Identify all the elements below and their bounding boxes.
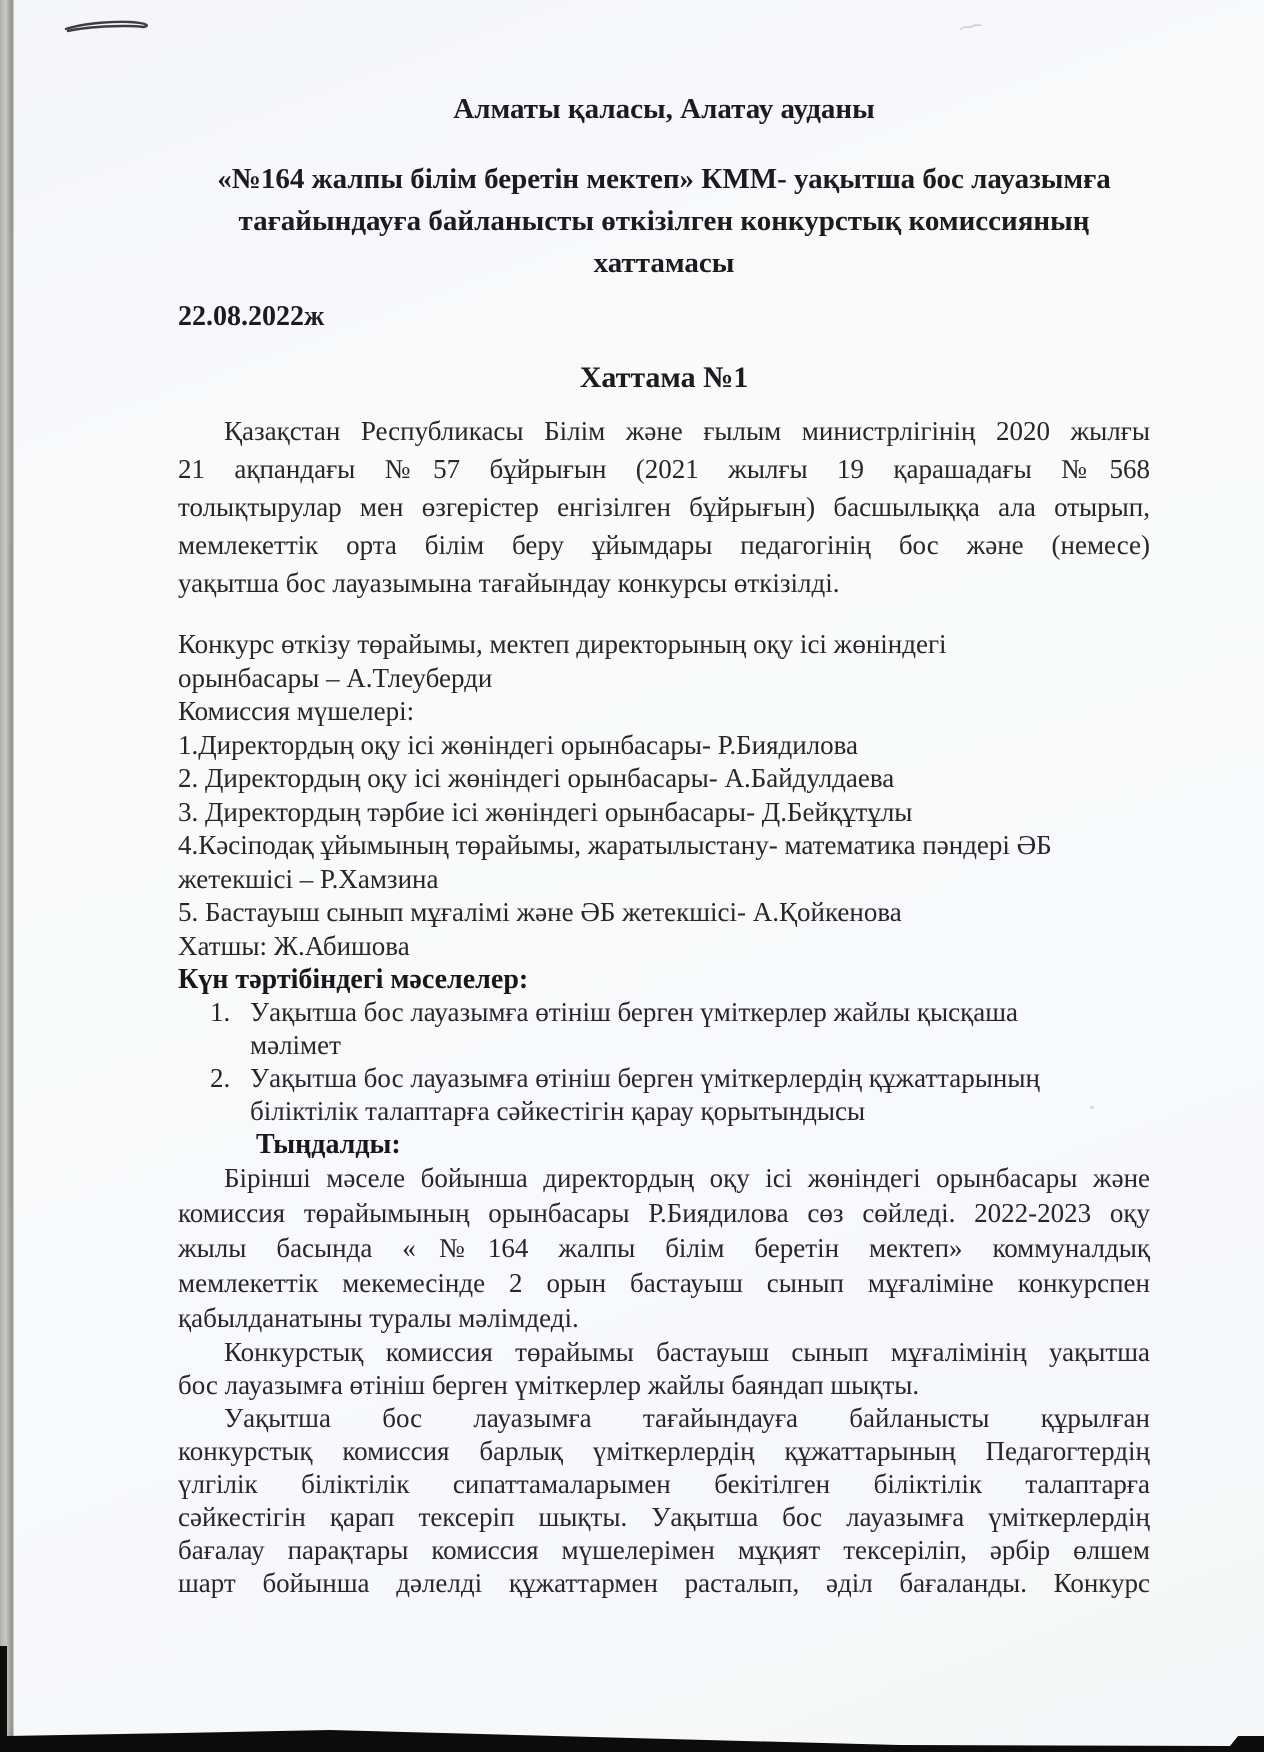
text-line: Уақытша бос лауазымға тағайындауға байланысты құрылған <box>224 1403 1150 1433</box>
text-line: тағайындауға байланысты өткізілген конкурстық комиссияның <box>238 205 1090 237</box>
text-line: Уақытша бос лауазымға өтініш берген үміткерлер жайлы қысқаша <box>250 997 1019 1027</box>
text-line: уақытша бос лауазымына тағайындау конкурсы өткізілді. <box>178 568 840 598</box>
text-line: Бірінші мәселе бойынша директордың оқу ісі жөніндегі орынбасары және <box>224 1163 1150 1193</box>
text-line: қабылданатыны туралы мәлімдеді. <box>178 1303 579 1333</box>
intro-paragraph <box>178 412 1150 602</box>
committee-list <box>178 628 1150 963</box>
agenda-section <box>178 963 1150 1161</box>
text-line: хаттамасы <box>593 247 735 279</box>
agenda-item-number: 2. <box>210 1063 231 1093</box>
city-district-line: Алматы қаласы, Алатау ауданы <box>453 93 875 125</box>
text-line: Уақытша бос лауазымға өтініш берген үміткерлердің құжаттарының <box>250 1063 1040 1093</box>
text-line: Қазақстан Республикасы Білім және ғылым министрлігінің 2020 жылғы <box>224 416 1150 446</box>
text-line: 5. Бастауыш сынып мұғалімі және ӘБ жетекшісі- А.Қойкенова <box>178 897 902 927</box>
heard-heading: Тыңдалды: <box>256 1129 401 1160</box>
text-line: конкурстық комиссия барлық үміткерлердің құжаттарының Педагогтердің <box>178 1436 1150 1466</box>
text-line: бағалау парақтары комиссия мүшелерімен мұқият тексеріліп, әрбір өлшем <box>178 1535 1150 1565</box>
text-line: жылы басында «№164 жалпы білім беретін мектеп» коммуналдық <box>178 1233 1150 1263</box>
text-line: жетекшісі – Р.Хамзина <box>178 863 439 894</box>
text-line: орынбасары – А.Тлеуберди <box>178 662 493 693</box>
text-line: «№164 жалпы білім беретін мектеп» КММ- уақытша бос лауазымға <box>217 163 1111 195</box>
text-line: Хатшы: Ж.Абишова <box>178 930 410 961</box>
protocol-number-title: Хаттама №1 <box>579 361 749 394</box>
text-line: Комиссия мүшелері: <box>178 696 415 726</box>
agenda-item-number: 1. <box>210 997 231 1027</box>
text-line: шарт бойынша дәлелді құжаттармен расталып, әділ бағаланды. Конкурс <box>178 1568 1150 1598</box>
agenda-item-text <box>250 996 1150 1062</box>
first-issue-paragraph <box>178 1161 1150 1336</box>
date-line: 22.08.2022ж <box>178 301 325 332</box>
text-line: мәлімет <box>250 1030 341 1060</box>
document-body <box>178 0 1150 1600</box>
main-title <box>178 158 1150 284</box>
documents-review-paragraph <box>178 1402 1150 1600</box>
text-line: бос лауазымға өтініш берген үміткерлер жайлы баяндап шықты. <box>178 1370 920 1400</box>
agenda-heading: Күн тәртібіндегі мәселелер: <box>178 964 529 995</box>
pen-scribble-mark <box>62 16 158 38</box>
text-line: 2. Директордың оқу ісі жөніндегі орынбасары- А.Байдулдаева <box>178 763 895 793</box>
scanner-edge-strip <box>0 0 14 1752</box>
text-line: біліктілік талаптарға сәйкестігін қарау қорытындысы <box>250 1096 866 1126</box>
text-line: комиссия төрайымының орынбасары Р.Биядилова сөз сөйледі. 2022-2023 оқу <box>178 1198 1150 1228</box>
text-line: Конкурс өткізу төрайымы, мектеп директорының оқу ісі жөніндегі <box>178 629 947 659</box>
text-line: Конкурстық комиссия төрайымы бастауыш сынып мұғалімінің уақытша <box>224 1337 1150 1367</box>
text-line: 3. Директордың тәрбие ісі жөніндегі орынбасары- Д.Бейқұтұлы <box>178 796 913 827</box>
text-line: 21 ақпандағы №57 бұйрығын (2021 жылғы 19 қарашадағы №568 <box>178 454 1150 484</box>
chair-report-paragraph <box>178 1336 1150 1402</box>
scanner-black-band <box>0 1646 1264 1752</box>
agenda-item <box>178 996 1150 1062</box>
text-line: мемлекеттік мекемесінде 2 орын бастауыш сынып мұғаліміне конкурспен <box>178 1268 1150 1298</box>
agenda-item-text <box>250 1062 1150 1128</box>
text-line: мемлекеттік орта білім беру ұйымдары педагогінің бос және (немесе) <box>178 530 1150 560</box>
text-line: сәйкестігін қарап тексеріп шықты. Уақытша бос лауазымға үміткерлердің <box>178 1502 1150 1532</box>
agenda-item <box>178 1062 1150 1128</box>
text-line: толықтырулар мен өзгерістер енгізілген бұйрығын) басшылыққа ала отырып, <box>178 492 1150 522</box>
text-line: 1.Директордың оқу ісі жөніндегі орынбасары- Р.Биядилова <box>178 729 859 760</box>
text-line: 4.Кәсіподақ ұйымының төрайымы, жаратылыстану- математика пәндері ӘБ <box>178 830 1052 860</box>
text-line: үлгілік біліктілік сипаттамаларымен бекітілген біліктілік талаптарға <box>178 1469 1150 1499</box>
